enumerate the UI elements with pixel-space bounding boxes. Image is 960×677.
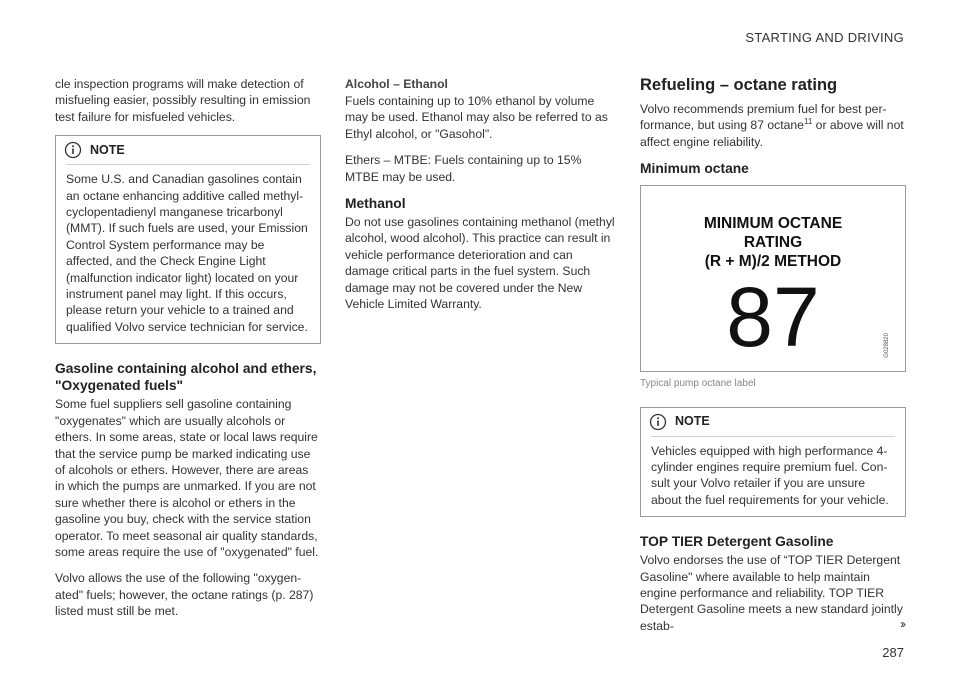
footnote-ref: 11 xyxy=(803,117,813,127)
info-circle-icon xyxy=(64,141,82,159)
note-box-premium xyxy=(640,407,906,518)
minimum-octane-heading: Minimum octane xyxy=(640,161,749,177)
figure-caption: Typical pump octane label xyxy=(640,378,756,390)
intro-paragraph: cle inspection programs will make detection of misfueling easier, possibly resulting in emission test failure for misfueled vehicles. xyxy=(55,77,311,124)
figure-label-line-3: (R + M)/2 METHOD xyxy=(704,253,842,271)
note-text: Vehicles equipped with high performance 4- cylinder engines require premium fuel. Con- sult your Volvo retailer if you are unsure about the fuel requirements for your vehicle. xyxy=(651,443,889,507)
octane-intro-text-end: or above will not affect engine reliability. xyxy=(640,118,904,149)
top-tier-para: Volvo endorses the use of “TOP TIER Detergent Gasoline" where available to help maintain engine performance and reliability. TOP TIER Detergent Gasoline meets a new standard jointly estab- xyxy=(640,553,903,633)
figure-label xyxy=(641,214,905,271)
figure-label-line-1: MINIMUM OCTANE xyxy=(703,215,843,233)
note-header xyxy=(56,136,320,164)
note-title: NOTE xyxy=(90,143,125,158)
methanol-heading: Methanol xyxy=(345,196,406,212)
note-header xyxy=(641,408,905,436)
octane-number: 87 xyxy=(726,270,820,365)
oxygenated-para-1: Some fuel suppliers sell gasoline containing "oxygenates" which are usually alcohols or ethers. In some areas, state or local laws require that the service pump be marked indicating use of alcohols or ethers. However, there are areas in which the pumps are unmarked. If you are not sure whether there is alcohol or ethers in the gasoline you buy, check with the service station operator. To meet seasonal air quality standards, some areas require the use of "oxygenated" fuel. xyxy=(55,397,319,559)
note-box-mmt xyxy=(55,135,321,344)
page-number: 287 xyxy=(882,645,904,660)
ethanol-para-2: Ethers – MTBE: Fuels containing up to 15% MTBE may be used. xyxy=(345,153,582,184)
running-header: STARTING AND DRIVING xyxy=(745,30,904,45)
note-text: Some U.S. and Canadian gasolines contain an octane enhancing additive called methyl- cyclopentadienyl manganese tricarbonyl (MMT). If such fuels are used, your Emission Control System performance may be affected, and the Check Engine Light (malfunction indicator light) located on your instrument panel may light. If this occurs, please return your vehicle to a trained and qualified Volvo service technician for service. xyxy=(66,172,308,334)
note-body xyxy=(66,164,310,335)
ethanol-para-1: Fuels containing up to 10% ethanol by volume may be used. Ethanol may also be referred to as Ethyl alcohol, or "Gasohol". xyxy=(345,94,608,141)
note-body xyxy=(651,436,895,509)
oxygenated-fuels-heading: Gasoline containing alcohol and ethers, "Oxygenated fuels" xyxy=(55,361,317,394)
top-tier-heading: TOP TIER Detergent Gasoline xyxy=(640,534,834,550)
methanol-para: Do not use gasolines containing methanol (methyl alcohol, wood alcohol). This practice can result in vehicle performance deterioration and can damage critical parts in the fuel system. Such damage may not be covered under the New Vehicle Limited Warranty. xyxy=(345,215,615,312)
figure-label-line-2: RATING xyxy=(743,234,803,252)
continue-chevron-icon: ›› xyxy=(900,617,904,631)
figure-code: G028820 xyxy=(883,332,890,358)
pump-octane-label-figure xyxy=(640,185,906,372)
column-right xyxy=(640,76,906,644)
ethanol-heading: Alcohol – Ethanol xyxy=(345,77,448,91)
note-title: NOTE xyxy=(675,414,710,429)
oxygenated-para-2: Volvo allows the use of the following "oxygen- ated" fuels; however, the octane ratings (p. 287) listed must still be met. xyxy=(55,571,314,619)
info-circle-icon xyxy=(649,413,667,431)
octane-intro-text: Volvo recommends premium fuel for best per- formance, but using 87 octane xyxy=(640,102,887,133)
octane-rating-heading: Refueling – octane rating xyxy=(640,76,838,94)
column-middle xyxy=(345,76,616,322)
column-left xyxy=(55,76,321,630)
octane-intro xyxy=(640,101,906,150)
